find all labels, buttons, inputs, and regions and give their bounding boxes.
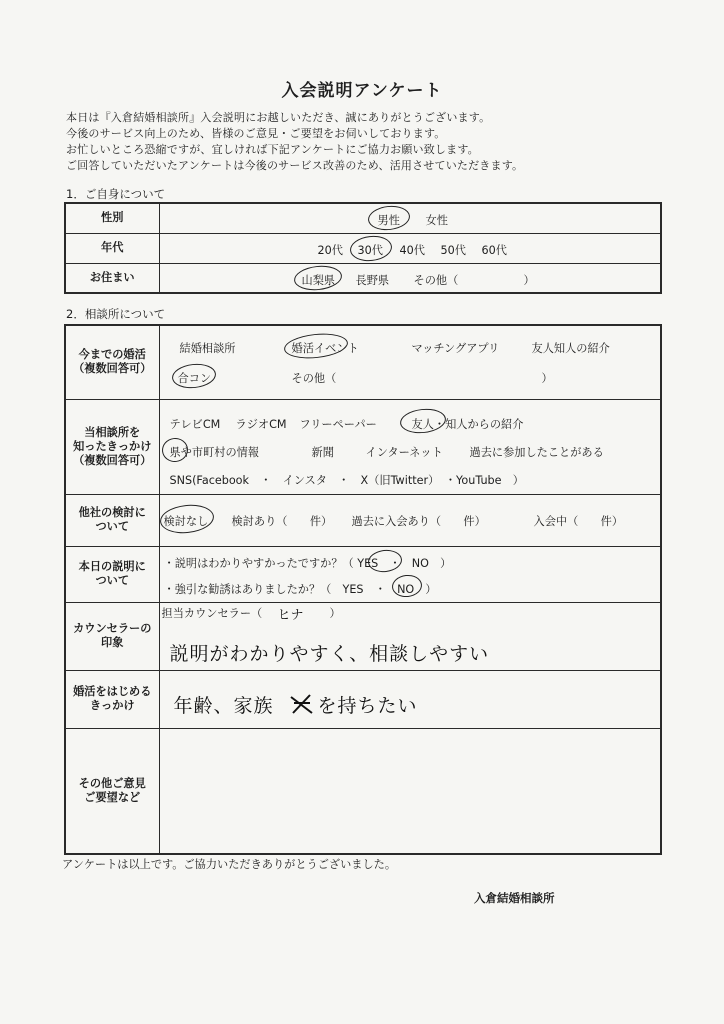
motivation-label-line: 婚活をはじめる [73,685,152,698]
age-60s[interactable]: 60代 [481,243,507,257]
discovery-internet[interactable]: インターネット [365,445,443,459]
age-40s[interactable]: 40代 [399,243,425,257]
other-agencies-past[interactable]: 過去に入会あり（ 件） [351,514,486,528]
requests-label [65,728,159,854]
gender-label: 性別 [65,203,159,233]
discovery-newspaper[interactable]: 新聞 [311,445,334,459]
agency-table [64,324,662,855]
self-info-table [64,202,662,294]
page-title: 入会説明アンケート [281,81,443,101]
activities-label-line: 今までの婚活 [78,348,146,362]
intro-line: 今後のサービス向上のため、皆様のご意見・ご要望をお伺いしております。 [66,127,446,140]
gender-field[interactable] [159,203,661,233]
motivation-comment-a: 年齢、家族 [173,694,274,717]
age-field[interactable] [159,233,661,263]
activity-party[interactable]: 合コン [177,372,212,385]
motivation-label [65,670,159,728]
selected-circle [282,331,348,362]
residence-other-close: ） [523,273,535,287]
discovery-freepaper[interactable]: フリーペーパー [299,417,377,431]
activities-label-line: （複数回答可） [73,362,152,376]
motivation-field[interactable] [159,670,661,728]
discovery-tv[interactable]: テレビCM [169,417,221,431]
explanation-q1[interactable]: ・説明はわかりやすかったですか？（ YES ・ NO ） [163,556,452,570]
discovery-label-line: 当相談所を [84,425,141,439]
residence-nagano[interactable]: 長野県 [355,273,390,287]
counselor-comment: 説明がわかりやすく、相談しやすい [169,642,490,665]
explanation-label-line: ついて [95,574,130,587]
intro-text [66,110,666,174]
discovery-label [65,399,159,494]
counselor-staff-name: ヒナ [277,607,304,623]
activity-friend-intro[interactable]: 友人知人の紹介 [531,342,610,355]
activity-event[interactable]: 婚活イベント [291,342,359,355]
motivation-label-line: きっかけ [89,699,135,712]
activities-label [65,325,159,399]
activity-other[interactable]: その他（ [291,372,337,385]
discovery-sns[interactable]: SNS(Facebook ・ インスタ ・ X（旧Twitter） ・YouTube ） [169,473,524,487]
requests-label-line: ご要望など [84,790,141,804]
intro-line: ご回答していただいたアンケートは今後のサービス改善のため、活用させていただきます。 [66,159,524,172]
explanation-q2[interactable]: ・強引な勧誘はありましたか？（ YES ・ NO ） [163,582,437,596]
selected-circle [292,263,342,292]
explanation-label [65,546,159,602]
gender-male[interactable]: 男性 [377,214,400,227]
discovery-friend[interactable]: 友人・知人からの紹介 [411,417,524,431]
discovery-radio[interactable]: ラジオCM [235,417,287,431]
explanation-label-line: 本日の説明に [78,560,146,573]
residence-label: お住まい [65,263,159,293]
section-heading-self: 1．ご自身について [66,187,166,201]
other-agencies-field[interactable] [159,494,661,546]
other-agencies-none[interactable]: 検討なし [163,514,209,528]
age-label: 年代 [65,233,159,263]
age-30s[interactable]: 30代 [357,243,383,257]
requests-label-line: その他ご意見 [78,776,146,790]
crossed-out-mark [288,691,316,717]
activity-other-close: ） [541,372,553,385]
motivation-comment-b: を持ちたい [317,694,418,717]
activity-app[interactable]: マッチングアプリ [411,342,500,355]
counselor-staff-close: ） [329,606,341,620]
activities-field[interactable] [159,325,661,399]
discovery-field[interactable] [159,399,661,494]
discovery-label-line: （複数回答可） [73,453,152,467]
other-agencies-label-line: 他社の検討に [78,506,146,519]
closing-message: アンケートは以上です。ご協力いただきありがとうございました。 [62,858,397,871]
age-50s[interactable]: 50代 [440,243,466,257]
counselor-label-line: カウンセラーの [73,622,152,635]
counselor-label [65,602,159,670]
discovery-past-event[interactable]: 過去に参加したことがある [469,445,604,459]
gender-female[interactable]: 女性 [425,214,448,227]
age-20s[interactable]: 20代 [317,243,343,257]
activity-agency[interactable]: 結婚相談所 [179,342,236,355]
section-heading-agency: 2．相談所について [66,307,166,321]
selected-circle [366,204,410,232]
other-agencies-yes[interactable]: 検討あり（ 件） [231,514,333,528]
counselor-field[interactable] [159,602,661,670]
other-agencies-label [65,494,159,546]
residence-yamanashi[interactable]: 山梨県 [301,273,336,287]
residence-other[interactable]: その他（ [413,273,459,287]
other-agencies-label-line: ついて [95,520,130,533]
requests-field[interactable] [159,728,661,854]
discovery-label-line: 知ったきっかけ [73,439,152,453]
residence-field[interactable] [159,263,661,293]
company-name: 入倉結婚相談所 [474,891,555,905]
intro-line: 本日は『入倉結婚相談所』入会説明にお越しいただき、誠にありがとうございます。 [66,111,491,124]
explanation-field[interactable] [159,546,661,602]
discovery-municipal[interactable]: 県や市町村の情報 [169,445,260,459]
counselor-label-line: 印象 [101,636,124,649]
intro-line: お忙しいところ恐縮ですが、宜しければ下記アンケートにご協力お願い致します。 [66,143,479,156]
counselor-staff-label: 担当カウンセラー（ [161,606,263,620]
selected-circle [158,502,215,535]
selected-circle [348,233,392,262]
other-agencies-current[interactable]: 入会中（ 件） [533,514,624,528]
